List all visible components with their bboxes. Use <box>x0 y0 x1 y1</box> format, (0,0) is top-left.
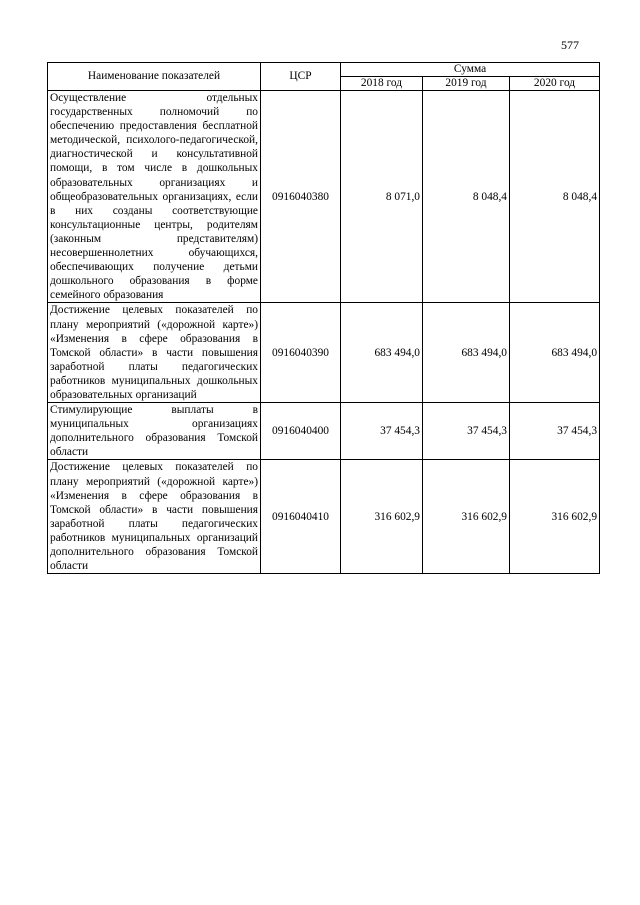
header-year-2019: 2019 год <box>423 77 510 91</box>
row-value-2018: 37 454,3 <box>341 403 423 460</box>
row-value-2020: 316 602,9 <box>510 460 600 574</box>
row-csr: 0916040400 <box>261 403 341 460</box>
row-csr: 0916040410 <box>261 460 341 574</box>
row-csr: 0916040390 <box>261 303 341 403</box>
header-year-2018: 2018 год <box>341 77 423 91</box>
row-value-2019: 683 494,0 <box>423 303 510 403</box>
row-name: Достижение целевых показателей по плану мероприятий («дорожной карте») «Изменения в сфере образования в Томской области» в части повышения заработной платы педагогических работников муниципальных дошкольных образовательных организаций <box>48 303 261 403</box>
page-number: 577 <box>561 38 579 52</box>
row-name: Стимулирующие выплаты в муниципальных организациях дополнительного образования Томской области <box>48 403 261 460</box>
row-value-2019: 37 454,3 <box>423 403 510 460</box>
row-value-2020: 8 048,4 <box>510 91 600 303</box>
row-value-2018: 8 071,0 <box>341 91 423 303</box>
row-name: Достижение целевых показателей по плану мероприятий («дорожной карте») «Изменения в сфере образования в Томской области» в части повышения заработной платы педагогических работников муниципальных организаций дополнительного образования Томской области <box>48 460 261 574</box>
table-row <box>48 403 600 460</box>
row-name: Осуществление отдельных государственных полномочий по обеспечению предоставления бесплатной методической, психолого-педагогической, диагностической и консультативной помощи, в том числе в дошкольных образовательных организациях и общеобразовательных организациях, если в них созданы соответствующие консультационные центры, родителям (законным представителям) несовершеннолетних обучающихся, обеспечивающих получение детьми дошкольного образования в форме семейного образования <box>48 91 261 303</box>
table-row <box>48 91 600 303</box>
row-value-2018: 316 602,9 <box>341 460 423 574</box>
row-value-2019: 316 602,9 <box>423 460 510 574</box>
header-csr: ЦСР <box>261 63 341 91</box>
row-value-2020: 37 454,3 <box>510 403 600 460</box>
row-value-2018: 683 494,0 <box>341 303 423 403</box>
header-year-2020: 2020 год <box>510 77 600 91</box>
row-value-2019: 8 048,4 <box>423 91 510 303</box>
row-value-2020: 683 494,0 <box>510 303 600 403</box>
row-csr: 0916040380 <box>261 91 341 303</box>
table-row <box>48 303 600 403</box>
budget-table <box>47 62 600 574</box>
header-sum: Сумма <box>341 63 600 77</box>
table-row <box>48 460 600 574</box>
header-name: Наименование показателей <box>48 63 261 91</box>
